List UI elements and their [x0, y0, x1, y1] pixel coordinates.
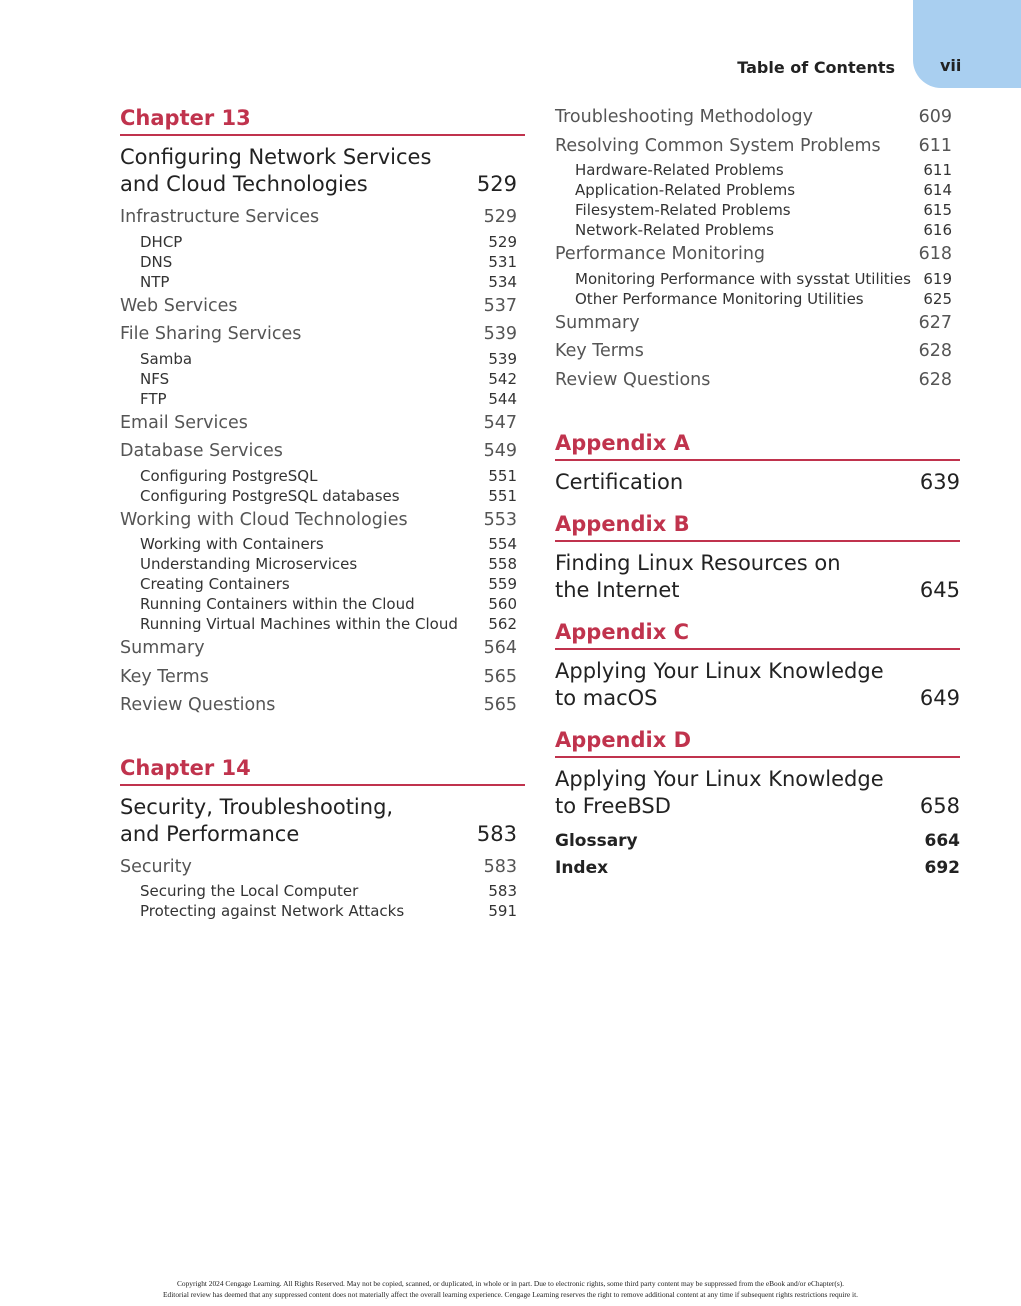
toc-entry-page: 565: [483, 666, 517, 687]
toc-entry-page: 547: [483, 412, 517, 433]
appendix-page: 639: [919, 470, 960, 494]
toc-entry-title: Summary: [555, 312, 640, 333]
toc-entry-title: Review Questions: [120, 695, 276, 715]
toc-entry-page: 537: [483, 295, 517, 316]
toc-entry-page: 560: [488, 595, 517, 613]
toc-entry-page: 625: [923, 289, 952, 308]
toc-section-entry[interactable]: [120, 663, 525, 692]
toc-section-entry[interactable]: [120, 691, 525, 720]
toc-entry-page: 565: [483, 695, 517, 715]
toc-entry-title: Filesystem-Related Problems: [575, 201, 791, 219]
chapter-14-title: Security, Troubleshooting, and Performance: [120, 794, 394, 846]
toc-entry-title: DHCP: [140, 232, 183, 251]
toc-entry-title: Database Services: [120, 441, 283, 461]
toc-entry-title: NFS: [140, 369, 170, 388]
toc-entry-title: Email Services: [120, 412, 248, 433]
toc-entry-title: Monitoring Performance with sysstat Utilities: [575, 269, 911, 288]
toc-entry-page: 551: [488, 486, 517, 505]
toc-entry-page: 551: [488, 466, 517, 485]
toc-entry-title: Running Virtual Machines within the Cloud: [140, 615, 458, 633]
toc-section-entry[interactable]: [555, 309, 960, 338]
toc-entry-page: 615: [923, 201, 952, 219]
toc-section-entry[interactable]: [555, 240, 960, 269]
toc-entry-page: 539: [488, 349, 517, 368]
toc-entry-title: Web Services: [120, 295, 238, 316]
toc-subsection-entry[interactable]: [120, 232, 525, 252]
toc-entry-title: Creating Containers: [140, 575, 290, 593]
toc-entry-title: Review Questions: [555, 369, 711, 390]
running-title: Table of Contents: [737, 58, 895, 77]
toc-entry-title: Infrastructure Services: [120, 207, 320, 227]
toc-entry-page: 611: [918, 135, 952, 156]
toc-entry-title: Resolving Common System Problems: [555, 135, 881, 156]
toc-entry-title: NTP: [140, 272, 170, 291]
chapter-14-continued-entries: [555, 103, 960, 394]
toc-entry-title: Working with Containers: [140, 535, 324, 553]
toc-section-entry[interactable]: [120, 292, 525, 321]
appendix-label: Appendix B: [555, 509, 960, 542]
toc-entry-page: 534: [488, 272, 517, 291]
toc-section-entry[interactable]: [120, 853, 525, 882]
toc-entry-page: 542: [488, 369, 517, 388]
appendix-title: Applying Your Linux Knowledge to macOS: [555, 659, 884, 710]
back-matter-page: 692: [924, 858, 960, 878]
toc-entry-title: Configuring PostgreSQL: [140, 466, 318, 485]
toc-subsection-entry[interactable]: [120, 252, 525, 272]
toc-entry-title: Configuring PostgreSQL databases: [140, 486, 400, 505]
appendix-label: Appendix A: [555, 428, 960, 461]
toc-entry-title: File Sharing Services: [120, 324, 302, 344]
toc-entry-title: DNS: [140, 252, 173, 271]
toc-entry-page: 616: [923, 221, 952, 239]
toc-entry-page: 564: [483, 638, 517, 658]
toc-entry-title: FTP: [140, 389, 167, 408]
toc-entry-title: Network-Related Problems: [575, 221, 774, 239]
appendix-title-row[interactable]: [555, 469, 960, 496]
toc-entry-title: Protecting against Network Attacks: [140, 902, 405, 920]
toc-entry-page: 583: [488, 882, 517, 900]
toc-subsection-entry[interactable]: [120, 881, 525, 901]
toc-subsection-entry[interactable]: [555, 200, 960, 220]
toc-entry-page: 529: [488, 232, 517, 251]
toc-entry-title: Key Terms: [120, 666, 209, 687]
toc-subsection-entry[interactable]: [120, 272, 525, 292]
toc-section-entry[interactable]: [120, 320, 525, 349]
back-matter-page: 664: [924, 831, 960, 851]
toc-subsection-entry[interactable]: [120, 901, 525, 921]
chapter-14-label: Chapter 14: [120, 753, 525, 786]
toc-entry-page: 553: [483, 509, 517, 530]
toc-subsection-entry[interactable]: [555, 289, 960, 309]
toc-entry-page: 562: [488, 615, 517, 633]
toc-entry-title: Samba: [140, 349, 193, 368]
appendix-title-row[interactable]: [555, 550, 960, 604]
chapter-13-page: 529: [476, 172, 517, 196]
toc-subsection-entry[interactable]: [120, 614, 525, 634]
toc-subsection-entry[interactable]: [555, 180, 960, 200]
toc-entry-page: 549: [483, 441, 517, 461]
right-column: [555, 103, 960, 882]
appendix-label: Appendix D: [555, 725, 960, 758]
toc-section-entry[interactable]: [120, 203, 525, 232]
toc-section-entry[interactable]: [555, 103, 960, 132]
toc-entry-page: 529: [483, 207, 517, 227]
appendix-page: 645: [919, 578, 960, 602]
chapter-14-entries: [120, 853, 525, 922]
appendix-label: Appendix C: [555, 617, 960, 650]
toc-entry-title: Key Terms: [555, 341, 644, 361]
toc-entry-page: 628: [918, 369, 952, 390]
toc-subsection-entry[interactable]: [120, 349, 525, 369]
back-matter-title: Glossary: [555, 831, 638, 851]
back-matter-entry[interactable]: [555, 828, 960, 855]
toc-subsection-entry[interactable]: [120, 534, 525, 554]
toc-entry-title: Troubleshooting Methodology: [555, 107, 813, 127]
page-number: vii: [940, 56, 962, 75]
chapter-13-title: Configuring Network Services and Cloud Technologies: [120, 145, 432, 196]
chapter-13-title-row[interactable]: [120, 144, 525, 198]
toc-subsection-entry[interactable]: [120, 486, 525, 506]
toc-subsection-entry[interactable]: [555, 269, 960, 289]
copyright-footer: [0, 1278, 1021, 1300]
toc-entry-page: 591: [488, 902, 517, 920]
toc-subsection-entry[interactable]: [120, 594, 525, 614]
toc-entry-page: 609: [918, 107, 952, 127]
toc-entry-page: 554: [488, 535, 517, 553]
appendix-title: Finding Linux Resources on the Internet: [555, 551, 841, 602]
toc-entry-page: 531: [488, 252, 517, 271]
toc-subsection-entry[interactable]: [120, 389, 525, 409]
toc-entry-title: Security: [120, 856, 192, 877]
toc-entry-title: Other Performance Monitoring Utilities: [575, 289, 864, 308]
toc-entry-page: 611: [923, 161, 952, 179]
toc-subsection-entry[interactable]: [120, 574, 525, 594]
toc-subsection-entry[interactable]: [120, 369, 525, 389]
toc-subsection-entry[interactable]: [555, 160, 960, 180]
toc-section-entry[interactable]: [120, 437, 525, 466]
toc-section-entry[interactable]: [120, 409, 525, 438]
appendix-page: 649: [919, 686, 960, 710]
appendix-title-row[interactable]: [555, 658, 960, 712]
chapter-13-label: Chapter 13: [120, 103, 525, 136]
toc-entry-page: 559: [488, 575, 517, 593]
back-matter-entry[interactable]: [555, 855, 960, 882]
copyright-line-2: Editorial review has deemed that any suppressed content does not materially affect the overall learning experience. Cengage Learning reserves the right to remove additional content at any time if subsequent rights restrictions require it.: [163, 1290, 858, 1299]
toc-entry-title: Securing the Local Computer: [140, 882, 359, 900]
appendix-list: [555, 428, 960, 820]
toc-entry-page: 628: [918, 341, 952, 361]
toc-entry-page: 627: [918, 312, 952, 333]
toc-section-entry[interactable]: [120, 506, 525, 535]
page-tab: [913, 0, 1021, 88]
toc-entry-page: 539: [483, 324, 517, 344]
toc-entry-page: 558: [488, 555, 517, 573]
toc-entry-page: 614: [923, 181, 952, 199]
appendix-title: Certification: [555, 470, 684, 494]
toc-subsection-entry[interactable]: [120, 466, 525, 486]
toc-entry-page: 618: [918, 244, 952, 264]
chapter-13-entries: [120, 203, 525, 720]
toc-section-entry[interactable]: [555, 132, 960, 161]
toc-entry-title: Hardware-Related Problems: [575, 161, 784, 179]
appendix-page: 658: [919, 794, 960, 818]
toc-entry-page: 583: [483, 856, 517, 877]
toc-entry-title: Running Containers within the Cloud: [140, 595, 415, 613]
toc-entry-title: Performance Monitoring: [555, 244, 766, 264]
copyright-line-1: Copyright 2024 Cengage Learning. All Rights Reserved. May not be copied, scanned, or duplicated, in whole or in part. Due to electronic rights, some third party content may be suppressed from the eBook and/or eChapter(s).: [176, 1279, 845, 1288]
appendix-title-row[interactable]: [555, 766, 960, 820]
toc-subsection-entry[interactable]: [555, 220, 960, 240]
toc-subsection-entry[interactable]: [120, 554, 525, 574]
toc-section-entry[interactable]: [120, 634, 525, 663]
back-matter-title: Index: [555, 858, 609, 878]
chapter-14-title-row[interactable]: [120, 794, 525, 848]
toc-entry-title: Working with Cloud Technologies: [120, 509, 408, 530]
toc-entry-title: Summary: [120, 638, 205, 658]
appendix-title: Applying Your Linux Knowledge to FreeBSD: [555, 767, 884, 818]
toc-section-entry[interactable]: [555, 337, 960, 366]
toc-entry-page: 619: [923, 269, 952, 288]
back-matter-list: [555, 828, 960, 882]
toc-entry-page: 544: [488, 389, 517, 408]
toc-section-entry[interactable]: [555, 366, 960, 395]
toc-entry-title: Understanding Microservices: [140, 555, 358, 573]
toc-entry-title: Application-Related Problems: [575, 181, 796, 199]
left-column: [120, 103, 525, 921]
chapter-14-page: 583: [476, 821, 517, 846]
